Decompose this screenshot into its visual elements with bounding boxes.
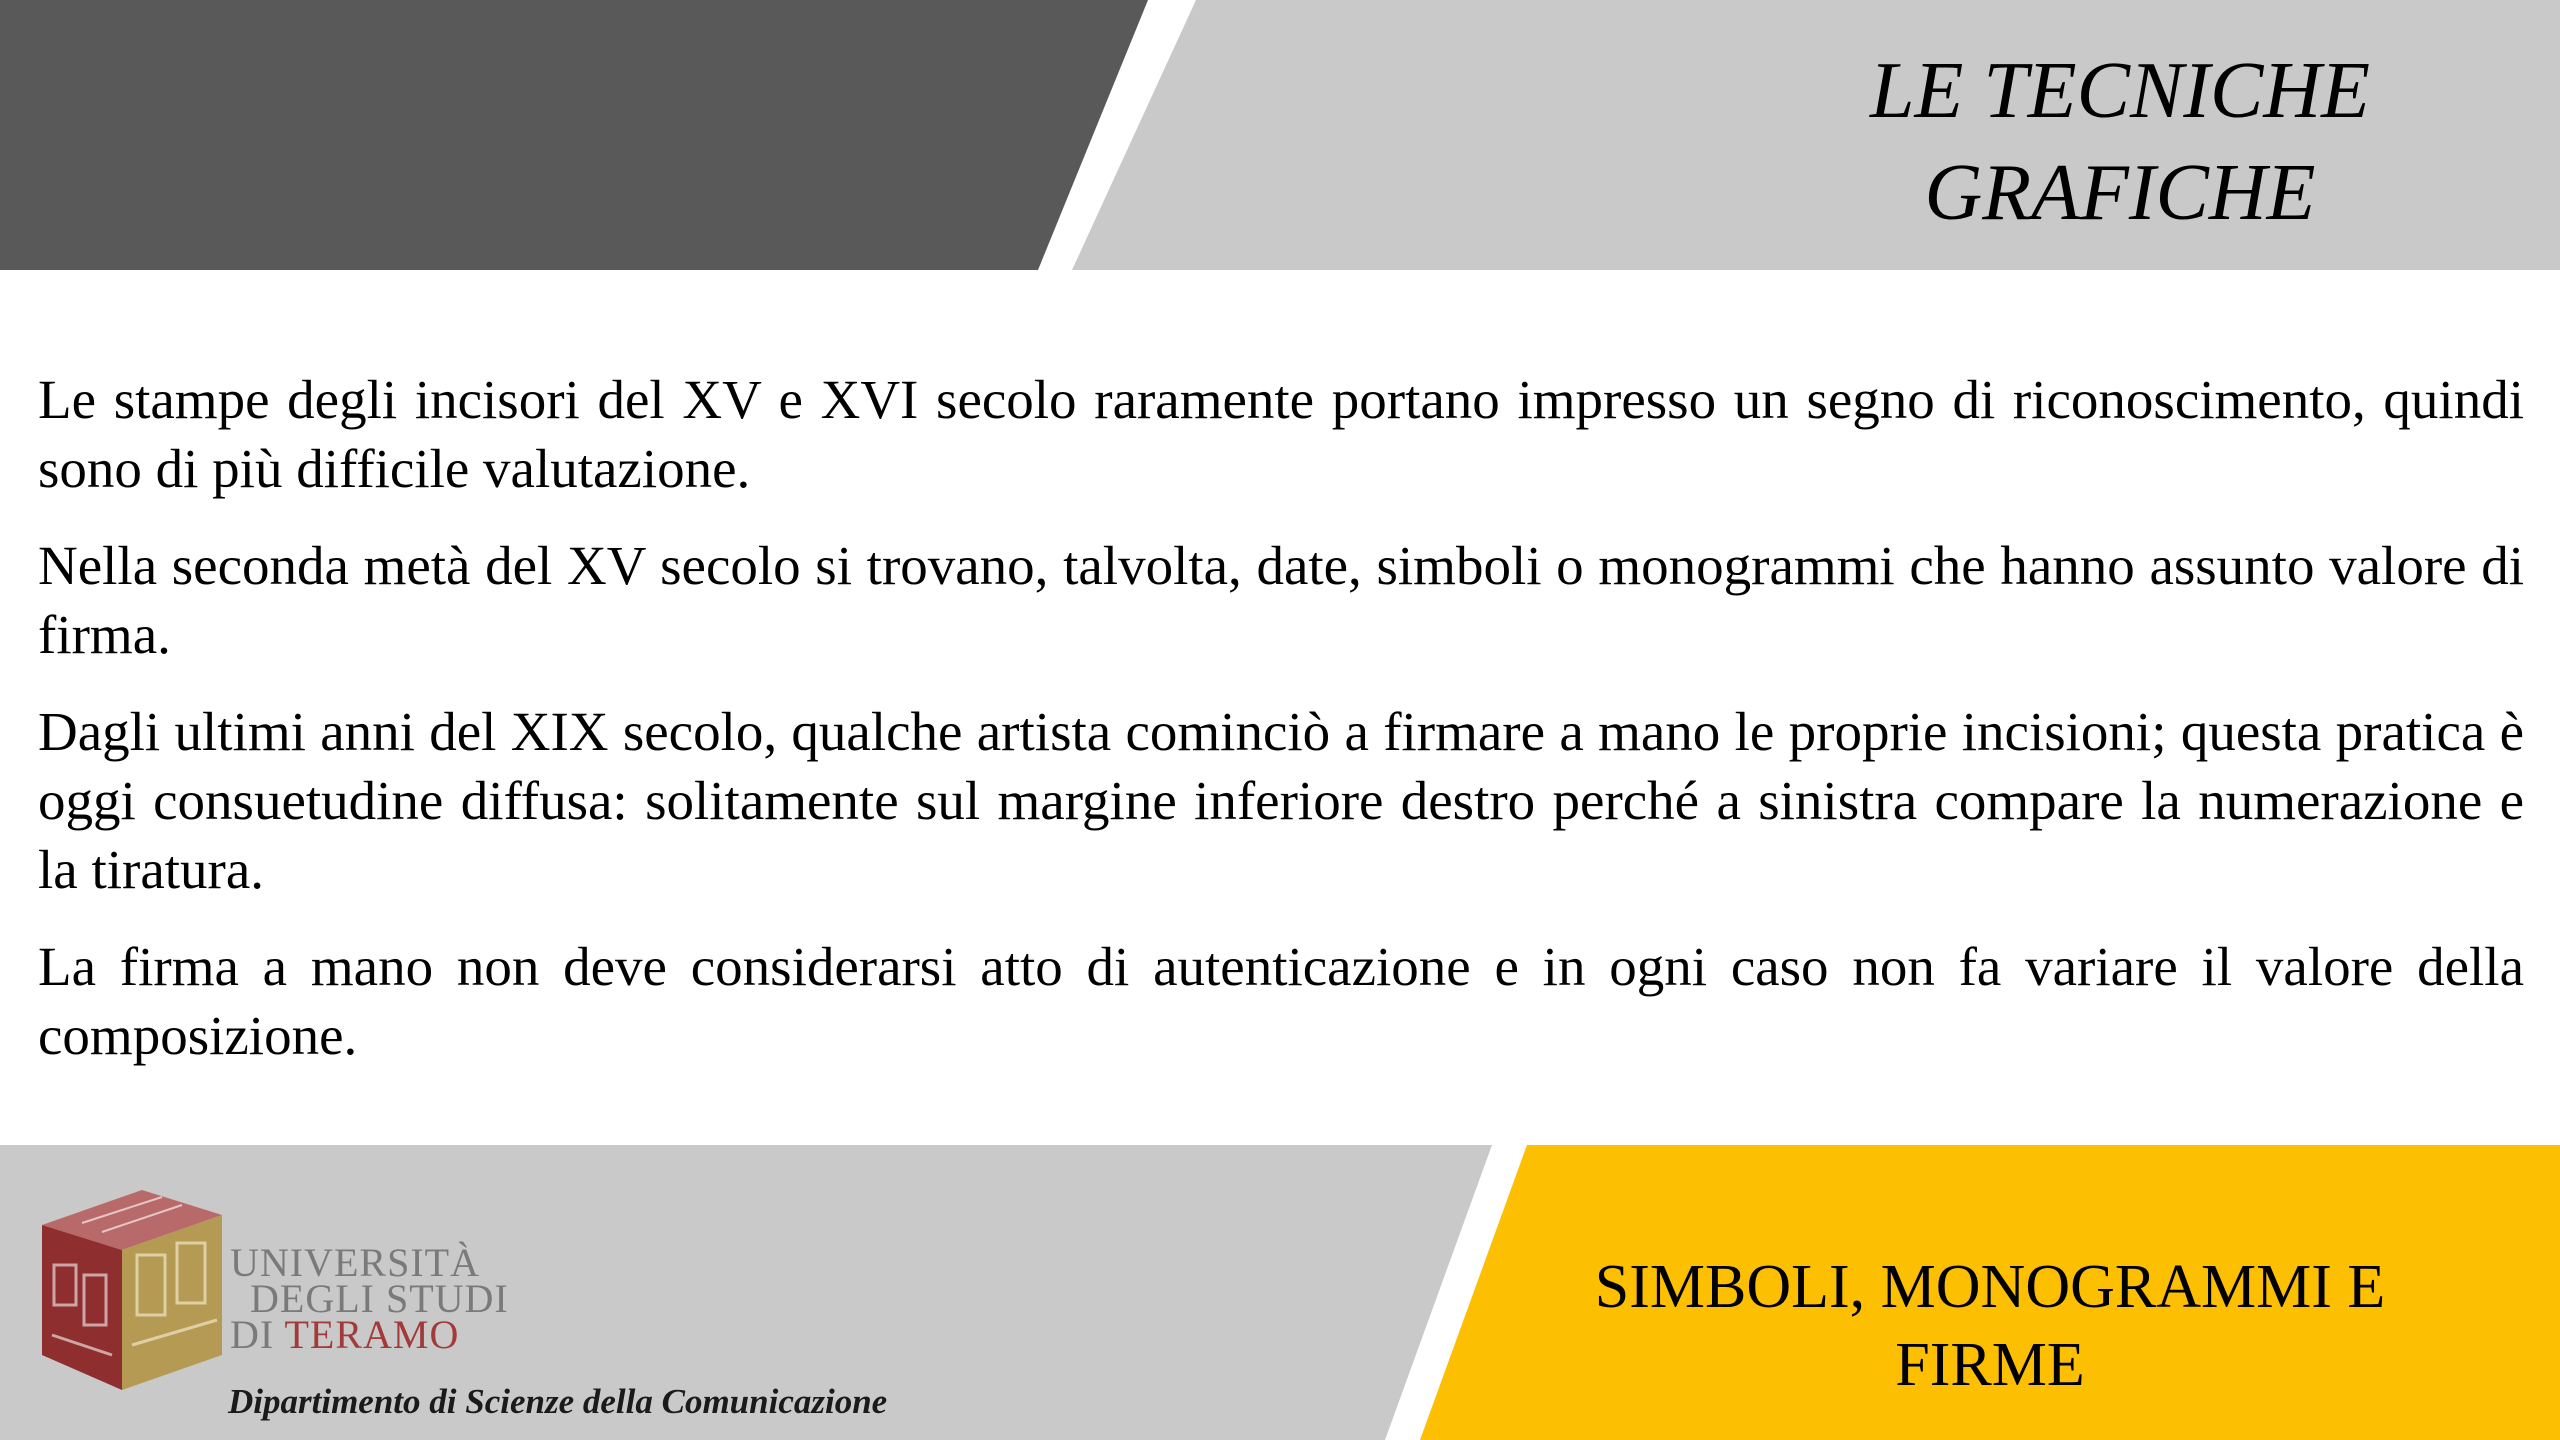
university-line-3 [230,1312,509,1357]
paragraph: Dagli ultimi anni del XIX secolo, qualche artista cominciò a firmare a mano le proprie incisioni; questa pratica è oggi consuetudine diffusa: solitamente sul margine inferiore destro perché a sinistra compare la numerazione e la tiratura. [38,701,2524,900]
subtitle-line-1: SIMBOLI, MONOGRAMMI E [1594,1253,2386,1321]
slide-title [1800,40,2440,244]
paragraph: La firma a mano non deve considerarsi atto di autenticazione e in ogni caso non fa variare il valore della composizione. [38,936,2524,1066]
university-line-3-prefix: DI [230,1312,275,1357]
subtitle-line-2: FIRME [1895,1331,2085,1399]
title-line-1: LE TECNICHE [1869,47,2371,135]
paragraph: Nella seconda metà del XV secolo si trovano, talvolta, date, simboli o monogrammi che hanno assunto valore di firma. [38,535,2524,665]
department-name: Dipartimento di Scienze della Comunicazione [228,1382,888,1421]
university-line-2: DEGLI STUDI [250,1276,509,1321]
body-text [38,365,2524,1098]
paragraph: Le stampe degli incisori del XV e XVI secolo raramente portano impresso un segno di riconoscimento, quindi sono di più difficile valutazione. [38,369,2524,499]
university-name [230,1240,509,1357]
university-line-1: UNIVERSITÀ [230,1240,480,1285]
section-subtitle [1540,1248,2440,1404]
header-dark-band [0,0,1148,270]
title-line-2: GRAFICHE [1924,149,2316,237]
university-line-3-name: TERAMO [284,1312,460,1357]
